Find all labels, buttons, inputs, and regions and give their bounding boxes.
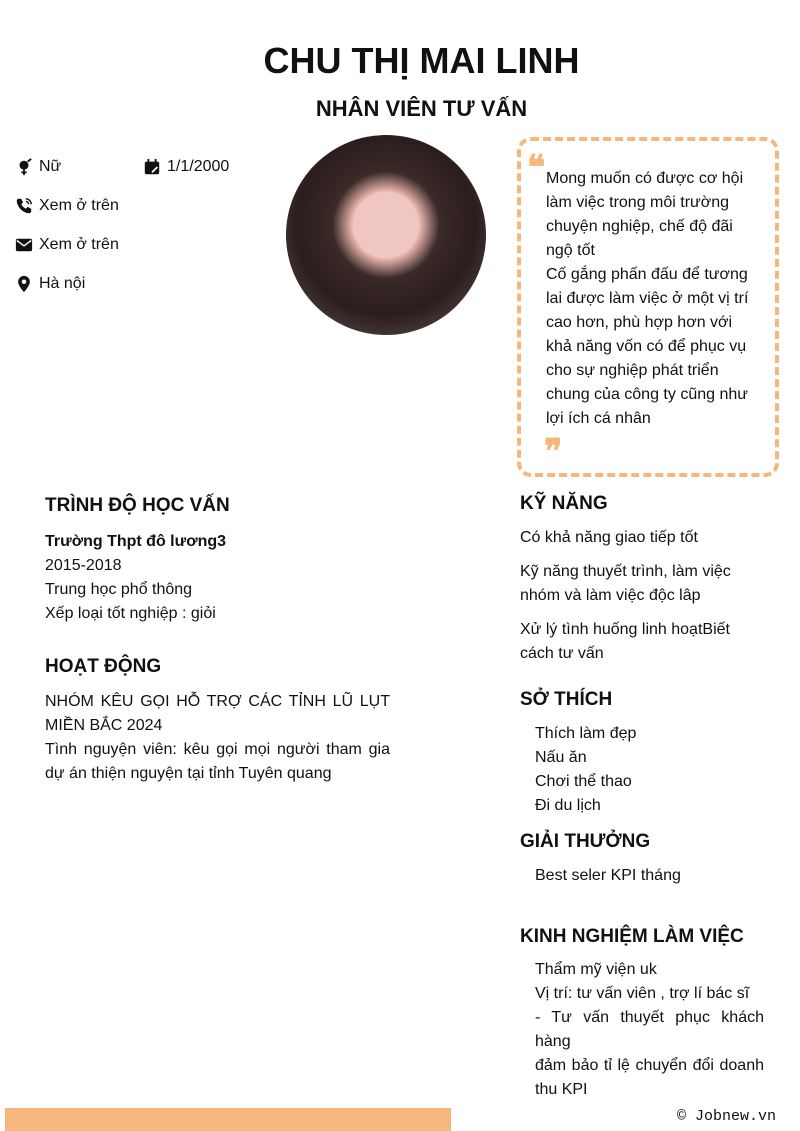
awards-heading: GIẢI THƯỞNG [520, 831, 651, 852]
dob-value: 1/1/2000 [167, 158, 230, 175]
location-pin-icon [15, 275, 33, 293]
activities-section [45, 690, 390, 786]
experience-heading: KINH NGHIỆM LÀM VIỆC [520, 926, 744, 947]
footer-credit: © Jobnew.vn [677, 1108, 777, 1125]
hobbies-list [535, 722, 636, 818]
activity-name: NHÓM KÊU GỌI HỖ TRỢ CÁC TỈNH LŨ LỤT MIỀN BẮC 2024 [45, 693, 390, 734]
calendar-icon [143, 158, 161, 176]
email-value: Xem ở trên [39, 236, 119, 253]
exp-company: Thẩm mỹ viện uk [535, 961, 657, 978]
email-row [15, 233, 119, 257]
edu-level: Trung học phổ thông [45, 581, 193, 598]
skill-item: Có khả năng giao tiếp tốt [520, 529, 698, 546]
objective-line: Cố gắng phấn đấu để tương lai được làm việc ở một vị trí cao hơn, phù hợp hơn với khả năng vốn có để phục vụ cho sự nghiệp phát triển chung của công ty cũng như lợi ích cá nhân [546, 266, 749, 427]
envelope-icon [15, 236, 33, 254]
profile-photo [286, 135, 486, 335]
job-title: NHÂN VIÊN TƯ VẤN [315, 96, 528, 121]
education-section [45, 530, 390, 626]
skills-list [520, 526, 760, 666]
exp-duty: đảm bảo tỉ lệ chuyển đổi doanh thu KPI [535, 1057, 764, 1098]
school-name: Trường Thpt đô lương3 [45, 533, 227, 550]
objective-line: Mong muốn có được cơ hội làm việc trong môi trường chuyện nghiệp, chế độ đãi ngộ tốt [546, 170, 744, 259]
gender-icon [15, 158, 33, 176]
exp-role: Vị trí: tư vấn viên , trợ lí bác sĩ [535, 985, 750, 1002]
footer-accent-bar [5, 1108, 451, 1131]
candidate-name: CHU THỊ MAI LINH [263, 40, 580, 81]
hobbies-heading: SỞ THÍCH [520, 689, 613, 710]
dob-row [143, 155, 229, 179]
education-heading: TRÌNH ĐỘ HỌC VẤN [45, 495, 230, 516]
hobby-item: Chơi thể thao [535, 773, 632, 790]
gender-value: Nữ [39, 158, 62, 175]
activities-heading: HOẠT ĐỘNG [45, 656, 162, 677]
experience-section [535, 958, 764, 1102]
address-row [15, 272, 85, 296]
award-item: Best seler KPI tháng [535, 867, 681, 884]
hobby-item: Đi du lịch [535, 797, 601, 814]
hobby-item: Nấu ăn [535, 749, 587, 766]
skill-item: Kỹ năng thuyết trình, làm việc nhóm và làm việc độc lâp [520, 563, 731, 604]
awards-list [535, 864, 681, 888]
edu-grade: Xếp loại tốt nghiệp : giỏi [45, 605, 216, 622]
hobby-item: Thích làm đẹp [535, 725, 637, 742]
address-value: Hà nội [39, 275, 86, 292]
gender-row [15, 155, 61, 179]
skills-heading: KỸ NĂNG [520, 493, 608, 514]
skill-item: Xử lý tình huống linh hoạtBiết cách tư vấn [520, 621, 730, 662]
phone-row [15, 194, 119, 218]
close-quote-icon: ❞ [544, 432, 563, 472]
edu-years: 2015-2018 [45, 557, 122, 574]
phone-icon [15, 197, 33, 215]
objective-text [546, 167, 761, 431]
open-quote-icon: ❝ [527, 148, 546, 188]
activity-desc: Tình nguyện viên: kêu gọi mọi người tham gia dự án thiện nguyện tại tỉnh Tuyên quang [45, 741, 390, 782]
phone-value: Xem ở trên [39, 197, 119, 214]
exp-duty: - Tư vấn thuyết phục khách hàng [535, 1009, 764, 1050]
